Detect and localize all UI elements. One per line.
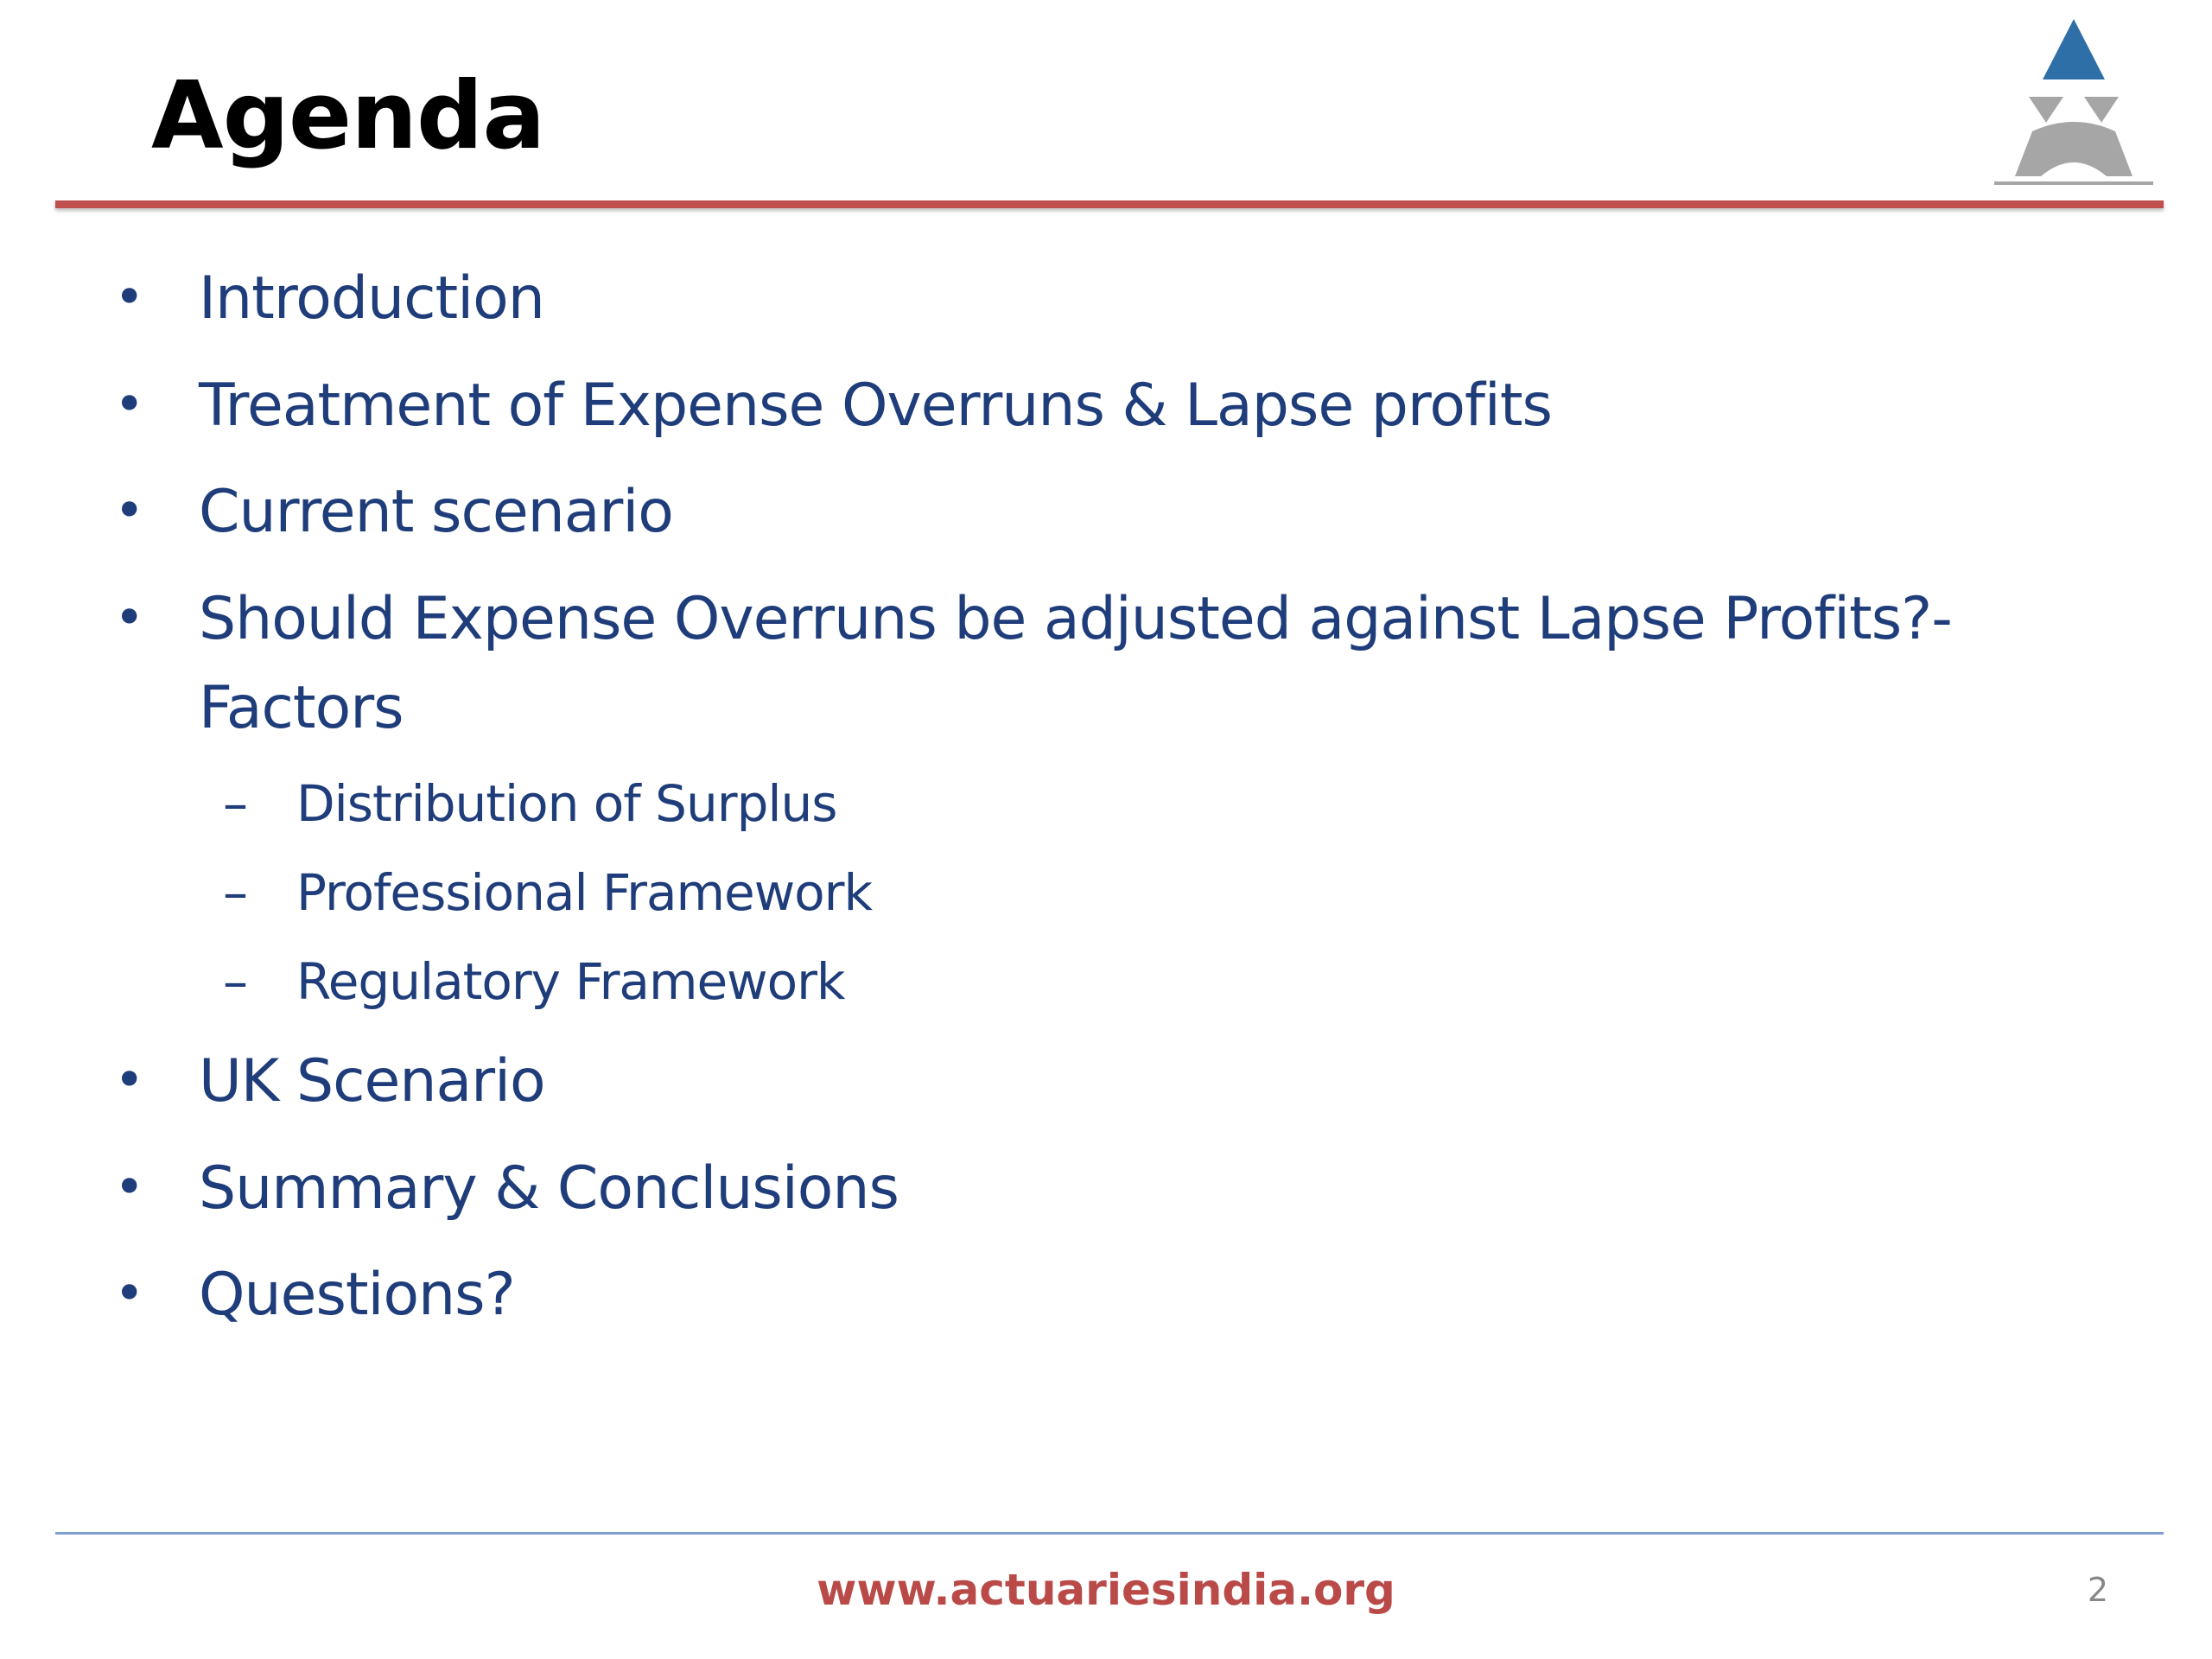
footer-website-link[interactable]: www.actuariesindia.org	[817, 1565, 1395, 1615]
slide-title: Agenda	[151, 62, 545, 170]
agenda-subitem-label: Regulatory Framework	[296, 952, 845, 1011]
agenda-subitem-label: Distribution of Surplus	[296, 774, 837, 833]
dash-icon: –	[223, 952, 248, 1011]
bullet-icon: •	[114, 267, 145, 327]
agenda-item-label: Summary & Conclusions	[199, 1154, 899, 1223]
dash-icon: –	[223, 774, 248, 833]
bullet-icon: •	[114, 588, 145, 648]
bullet-icon: •	[114, 374, 145, 435]
agenda-item-label: Treatment of Expense Overruns & Lapse profits	[199, 372, 1552, 440]
page-number: 2	[2087, 1571, 2108, 1609]
agenda-item-label: UK Scenario	[199, 1047, 545, 1116]
bullet-icon: •	[114, 1157, 145, 1217]
bullet-icon: •	[114, 1263, 145, 1324]
dash-icon: –	[223, 863, 248, 922]
bullet-icon: •	[114, 480, 145, 541]
agenda-item-label: Should Expense Overruns be adjusted against Lapse Profits?- Factors	[199, 585, 1952, 742]
agenda-item-label: Current scenario	[199, 478, 673, 546]
agenda-subitem-label: Professional Framework	[296, 863, 873, 922]
footer-divider	[55, 1532, 2164, 1535]
agenda-item-label: Introduction	[199, 264, 544, 333]
agenda-item-label: Questions?	[199, 1261, 515, 1329]
bullet-icon: •	[114, 1050, 145, 1110]
